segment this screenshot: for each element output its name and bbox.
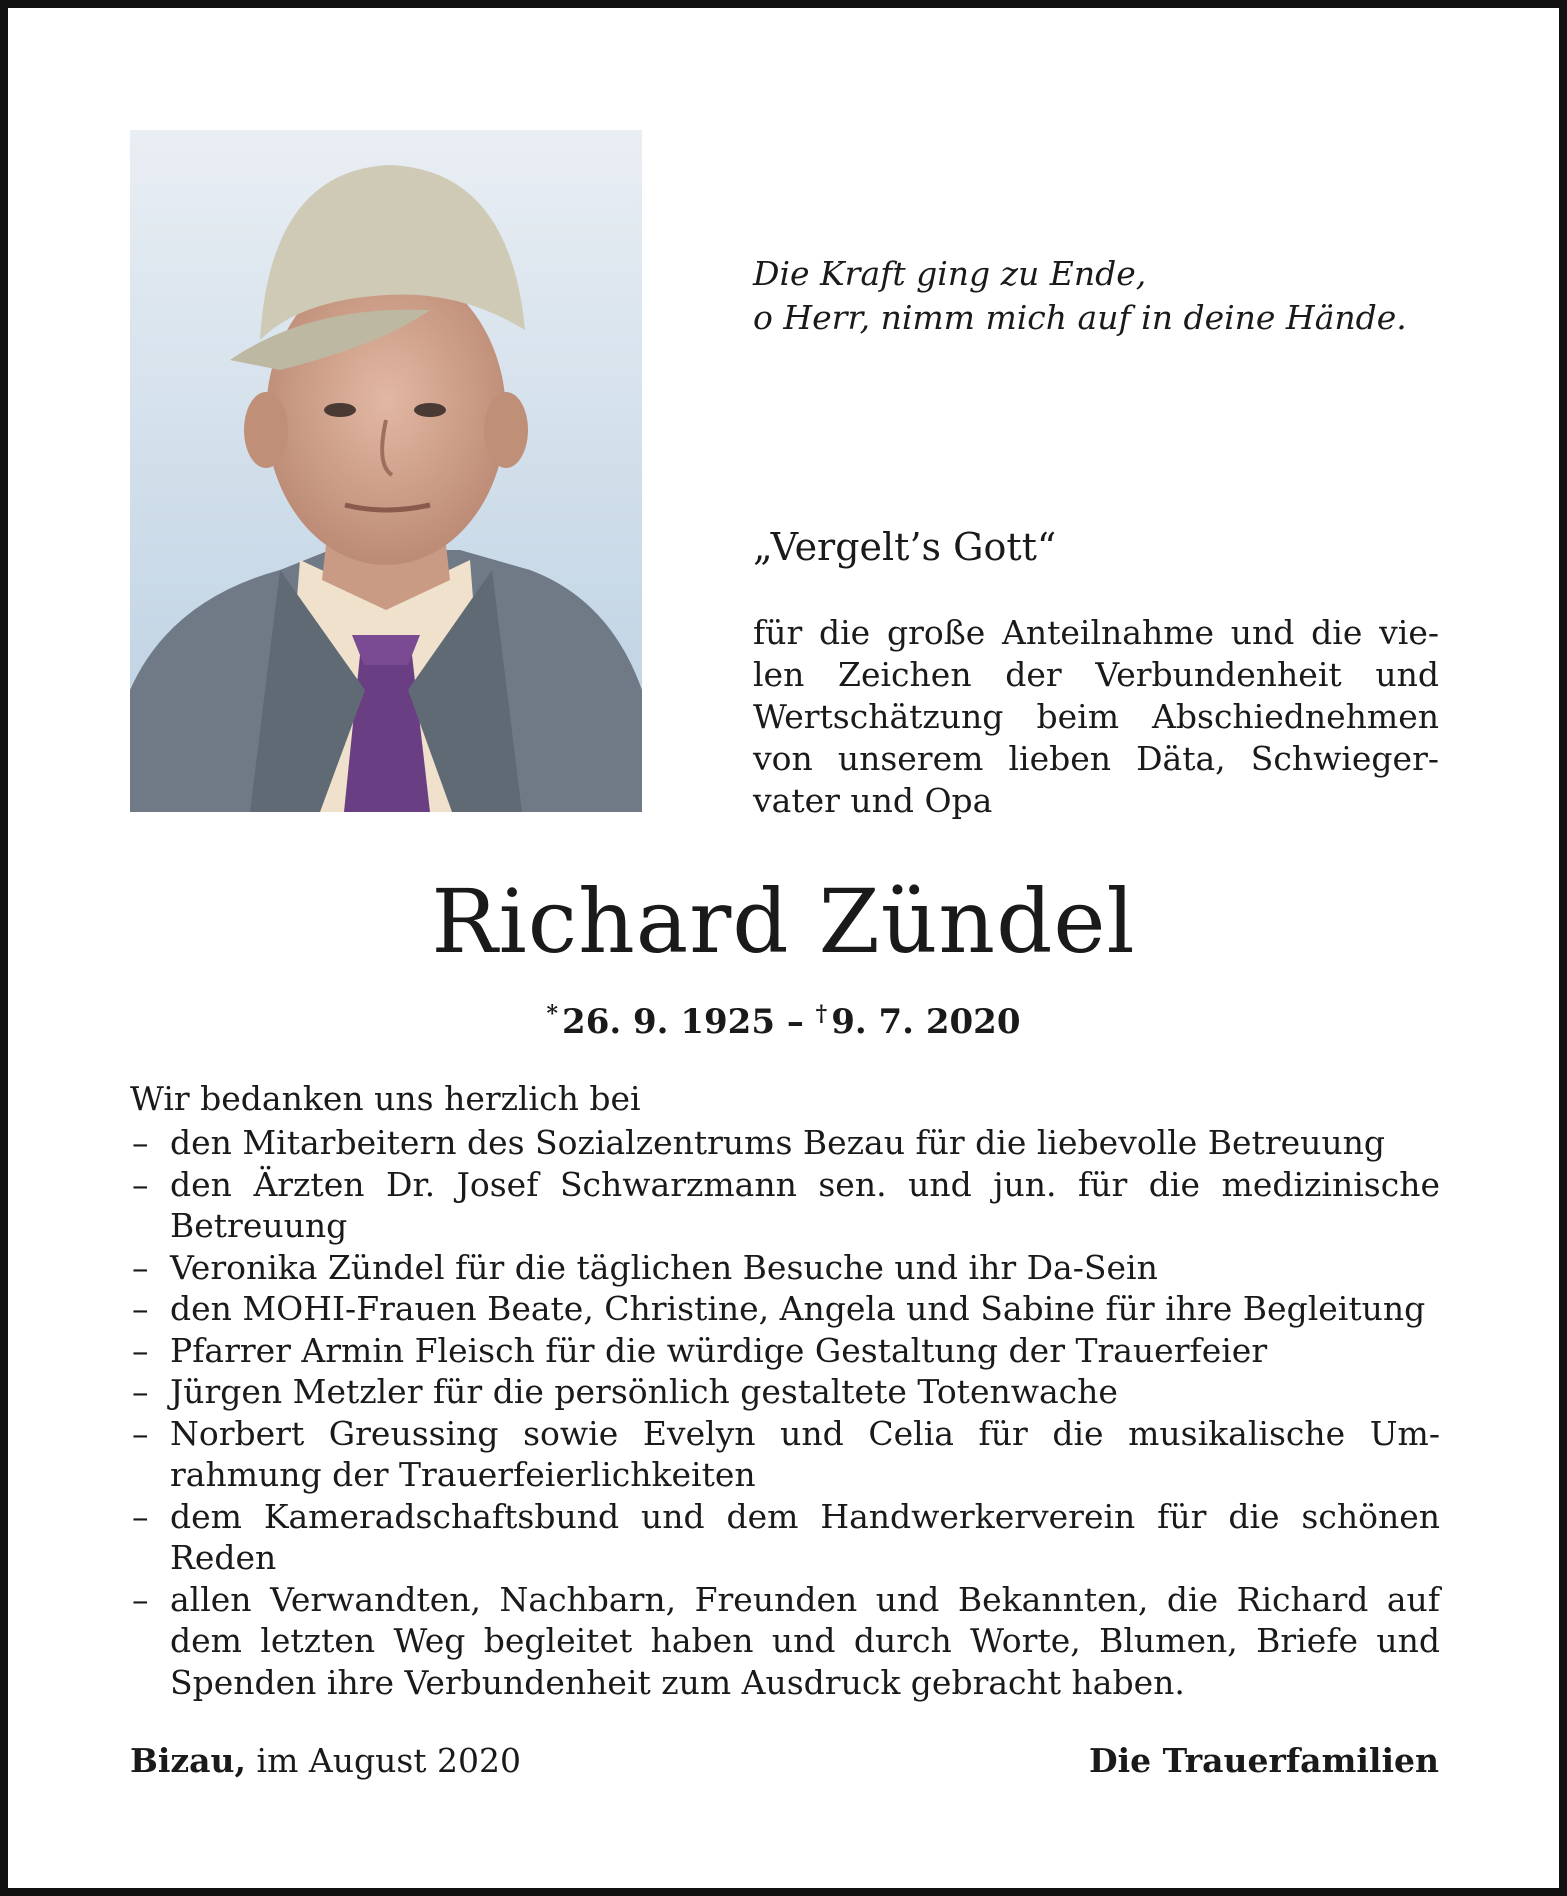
obituary-page — [8, 8, 1559, 1888]
list-item-line: Jürgen Metzler für die persönlich gestaltete Totenwache — [170, 1372, 1118, 1411]
list-dash: – — [132, 1496, 149, 1536]
list-item — [130, 1288, 1440, 1330]
thanks-paragraph — [753, 612, 1439, 822]
thanks-line: von unserem lieben Däta, Schwieger- — [753, 739, 1439, 778]
list-dash: – — [132, 1579, 149, 1619]
list-item-line: den MOHI-Frauen Beate, Christine, Angela und Sabine für ihre Begleitung — [170, 1289, 1426, 1328]
death-date: 9. 7. 2020 — [831, 1002, 1021, 1042]
list-item — [130, 1371, 1440, 1413]
thanks-line: für die große Anteilnahme und die vie- — [753, 613, 1439, 652]
list-item-line: Spenden ihre Verbundenheit zum Ausdruck gebracht haben. — [170, 1662, 1185, 1702]
list-dash: – — [132, 1330, 149, 1370]
deceased-name: Richard Zündel — [431, 870, 1136, 973]
list-item-line: den Ärzten Dr. Josef Schwarzmann sen. und jun. für die medizinische — [170, 1164, 1440, 1204]
thanks-line: Wertschätzung beim Abschiednehmen — [753, 697, 1439, 736]
list-dash: – — [132, 1247, 149, 1287]
list-item-line: allen Verwandten, Nachbarn, Freunden und Bekannten, die Richard auf — [170, 1579, 1440, 1619]
birth-date: 26. 9. 1925 — [562, 1002, 775, 1042]
list-item-line: Reden — [170, 1538, 277, 1577]
list-item-line: Pfarrer Armin Fleisch für die würdige Gestaltung der Trauerfeier — [170, 1330, 1268, 1370]
list-item-line: Veronika Zündel für die täglichen Besuche und ihr Da-Sein — [170, 1247, 1158, 1287]
list-dash: – — [132, 1413, 149, 1453]
list-dash: – — [132, 1164, 149, 1204]
list-item-line: dem Kameradschaftsbund und dem Handwerkerverein für die schönen — [170, 1496, 1440, 1536]
list-item — [130, 1413, 1440, 1496]
birth-symbol: * — [546, 1001, 559, 1027]
list-item-line: dem letzten Weg begleitet haben und durch Worte, Blumen, Briefe und — [170, 1621, 1440, 1660]
death-symbol: † — [815, 1001, 828, 1027]
list-item — [130, 1496, 1440, 1579]
acknowledgements-list — [130, 1122, 1440, 1703]
portrait-photo — [130, 130, 642, 812]
place-and-date — [130, 1740, 521, 1782]
date: im August 2020 — [256, 1741, 522, 1780]
memorial-verse — [753, 252, 1473, 340]
list-dash: – — [132, 1289, 149, 1328]
list-item-line: rahmung der Trauerfeierlichkeiten — [170, 1455, 756, 1494]
life-dates — [8, 994, 1559, 1042]
list-item-line: Betreuung — [170, 1206, 348, 1245]
verse-line: Die Kraft ging zu Ende, — [753, 254, 1147, 293]
list-dash: – — [132, 1372, 149, 1411]
list-item — [130, 1164, 1440, 1247]
place: Bizau, — [130, 1741, 247, 1780]
thanks-line: vater und Opa — [753, 781, 993, 820]
list-dash: – — [132, 1123, 149, 1162]
thanks-line: len Zeichen der Verbundenheit und — [753, 655, 1439, 694]
list-item-line: Norbert Greussing sowie Evelyn und Celia für die musikalische Um- — [170, 1413, 1440, 1453]
acknowledgements-intro: Wir bedanken uns herzlich bei — [130, 1079, 641, 1118]
verse-line: o Herr, nimm mich auf in deine Hände. — [753, 298, 1407, 337]
list-item — [130, 1330, 1440, 1372]
date-separator: – — [786, 1002, 804, 1042]
list-item-line: den Mitarbeitern des Sozialzentrums Bezau für die liebevolle Betreuung — [170, 1123, 1386, 1162]
signature: Die Trauerfamilien — [1088, 1741, 1439, 1780]
list-item — [130, 1247, 1440, 1289]
list-item — [130, 1579, 1440, 1704]
thanks-title: „Vergelt’s Gott“ — [753, 525, 1057, 569]
list-item — [130, 1122, 1440, 1164]
